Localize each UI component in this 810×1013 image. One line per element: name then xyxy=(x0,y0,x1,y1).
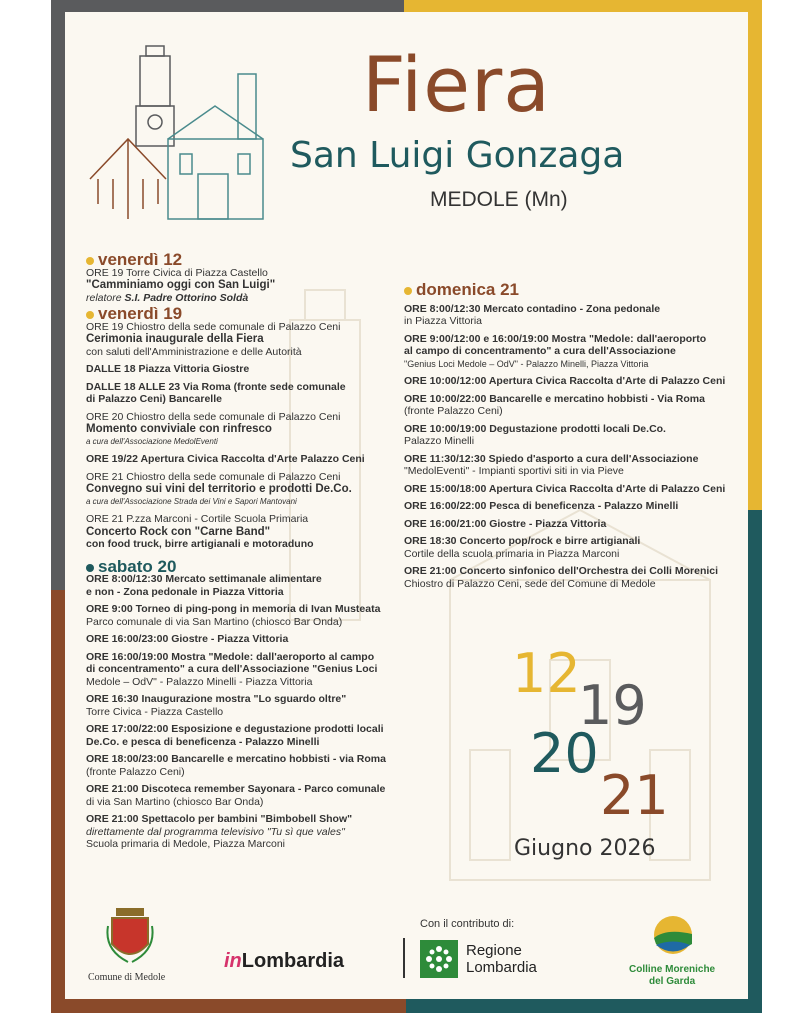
event-block: ORE 21 Chiostro della sede comunale di Palazzo Ceni Convegno sui vini del territorio e prodotti De.Co. a cura dell'Associazione Strada dei Vini e Sapori Mantovani xyxy=(86,470,352,506)
event-block: ORE 10:00/19:00 Degustazione prodotti locali De.Co. Palazzo Minelli xyxy=(404,422,666,447)
contributo-label: Con il contributo di: xyxy=(420,918,515,930)
event-block: ORE 17:00/22:00 Esposizione e degustazione prodotti locali De.Co. e pesca di beneficenza - Palazzo Minelli xyxy=(86,723,384,748)
friday12-event: "Camminiamo oggi con San Luigi" xyxy=(86,279,276,291)
date-month: Giugno 2026 xyxy=(514,836,656,861)
border-left-brown xyxy=(51,590,65,1013)
event-block: ORE 16:00/21:00 Giostre - Piazza Vittoria xyxy=(404,517,607,530)
bullet-icon xyxy=(404,287,412,295)
inlombardia-logo xyxy=(224,950,344,973)
colline-moreniche-logo-icon xyxy=(652,914,694,956)
coat-of-arms-icon xyxy=(106,906,154,966)
event-block: ORE 10:00/22:00 Bancarelle e mercatino hobbisti - Via Roma (fronte Palazzo Ceni) xyxy=(404,392,705,417)
event-block: ORE 16:00/19:00 Mostra "Medole: dall'aeroporto al campo di concentramento" a cura dell'Associazione "Genius Loci Medole – OdV" - Palazzo Minelli - Piazza Vittoria xyxy=(86,650,378,688)
poster-subtitle: San Luigi Gonzaga xyxy=(290,135,625,176)
event-block: ORE 8:00/12:30 Mercato settimanale alimentare e non - Zona pedonale in Piazza Vittoria xyxy=(86,573,322,598)
date-21: 21 xyxy=(600,764,669,827)
bullet-icon xyxy=(86,564,94,572)
event-block: ORE 21 P.zza Marconi - Cortile Scuola Primaria Concerto Rock con "Carne Band" con food truck, birre artigianali e motoraduno xyxy=(86,513,314,550)
bullet-icon xyxy=(86,311,94,319)
event-block: DALLE 18 ALLE 23 Via Roma (fronte sede comunale di Palazzo Ceni) Bancarelle xyxy=(86,380,346,405)
border-right-teal xyxy=(748,510,762,1013)
day-heading-friday-12: venerdì 12 xyxy=(86,254,406,267)
poster-title: Fiera xyxy=(362,40,551,129)
border-bottom-teal xyxy=(404,999,762,1013)
event-block: ORE 21:00 Spettacolo per bambini "Bimbobell Show" direttamente dal programma televisivo "Tu sì que vales" Scuola primaria di Medole, Piazza Marconi xyxy=(86,813,353,850)
day-heading-friday-19: venerdì 19 xyxy=(86,308,406,321)
day-heading-sunday-21: domenica 21 xyxy=(404,284,744,297)
comune-label: Comune di Medole xyxy=(88,972,166,983)
event-block: ORE 21:00 Concerto sinfonico dell'Orchestra dei Colli Morenici Chiostro di Palazzo Ceni, sede del Comune di Medole xyxy=(404,565,719,590)
event-block: ORE 16:00/23:00 Giostre - Piazza Vittoria xyxy=(86,633,289,645)
right-column xyxy=(404,280,744,595)
event-block: ORE 19/22 Apertura Civica Raccolta d'Arte Palazzo Ceni xyxy=(86,453,365,465)
date-20: 20 xyxy=(530,722,599,785)
event-block: ORE 21:00 Discoteca remember Sayonara - Parco comunale di via San Martino (chiosco Bar Onda) xyxy=(86,783,386,808)
event-block: ORE 16:30 Inaugurazione mostra "Lo sguardo oltre" Torre Civica - Piazza Castello xyxy=(86,693,347,718)
regione-label-2: Lombardia xyxy=(466,959,537,976)
border-top-gray xyxy=(51,0,406,12)
border-left-gray xyxy=(51,0,65,590)
event-block: ORE 19 Chiostro della sede comunale di Palazzo Ceni Cerimonia inaugurale della Fiera con saluti dell'Amministrazione e delle Autorità xyxy=(86,320,341,358)
event-block: ORE 18:00/23:00 Bancarelle e mercatino hobbisti - via Roma (fronte Palazzo Ceni) xyxy=(86,753,386,778)
event-block: ORE 10:00/12:00 Apertura Civica Raccolta d'Arte di Palazzo Ceni xyxy=(404,375,726,387)
border-bottom-brown xyxy=(51,999,406,1013)
left-column xyxy=(86,250,406,856)
event-block: ORE 9:00 Torneo di ping-pong in memoria di Ivan Musteata Parco comunale di via San Martino (chiosco Bar Onda) xyxy=(86,603,381,628)
event-block: ORE 20 Chiostro della sede comunale di Palazzo Ceni Momento conviviale con rinfresco a cura dell'Associazione MedolEventi xyxy=(86,410,341,446)
footer-divider xyxy=(403,938,405,978)
border-right-yellow xyxy=(748,0,762,510)
event-block: ORE 11:30/12:30 Spiedo d'asporto a cura dell'Associazione "MedolEventi" - Impianti sportivi siti in via Pieve xyxy=(404,452,699,477)
poster-place: MEDOLE (Mn) xyxy=(430,188,568,211)
bullet-icon xyxy=(86,257,94,265)
event-block: ORE 18:30 Concerto pop/rock e birre artigianali Cortile della scuola primaria in Piazza Marconi xyxy=(404,535,641,560)
regione-rosa-icon xyxy=(424,944,454,974)
regione-label-1: Regione xyxy=(466,942,522,959)
event-block: ORE 16:00/22:00 Pesca di beneficenza - Palazzo Minelli xyxy=(404,500,679,512)
date-19: 19 xyxy=(578,674,647,737)
inlombardia-text: Lombardia xyxy=(241,950,345,972)
friday12-speaker: relatore S.I. Padre Ottorino Soldà xyxy=(86,291,249,304)
date-12: 12 xyxy=(512,642,581,705)
inlombardia-in: in xyxy=(224,950,242,972)
event-block: ORE 9:00/12:00 e 16:00/19:00 Mostra "Medole: dall'aeroporto al campo di concentramento" a cura dell'Associazione "Genius Loci Medole – OdV" - Palazzo Minelli, Piazza Vittoria xyxy=(404,332,707,369)
event-block: ORE 8:00/12:30 Mercato contadino - Zona pedonale in Piazza Vittoria xyxy=(404,302,661,327)
colline-label-1: Colline Moreniche xyxy=(629,964,716,975)
event-block: DALLE 18 Piazza Vittoria Giostre xyxy=(86,363,250,375)
friday12-time: ORE 19 Torre Civica di Piazza Castello xyxy=(86,266,268,279)
day-heading-saturday-20: sabato 20 xyxy=(86,561,406,574)
border-top-yellow xyxy=(404,0,762,12)
colline-label-2: del Garda xyxy=(649,976,696,987)
event-block: ORE 15:00/18:00 Apertura Civica Raccolta d'Arte di Palazzo Ceni xyxy=(404,482,726,495)
town-illustration xyxy=(88,44,268,224)
